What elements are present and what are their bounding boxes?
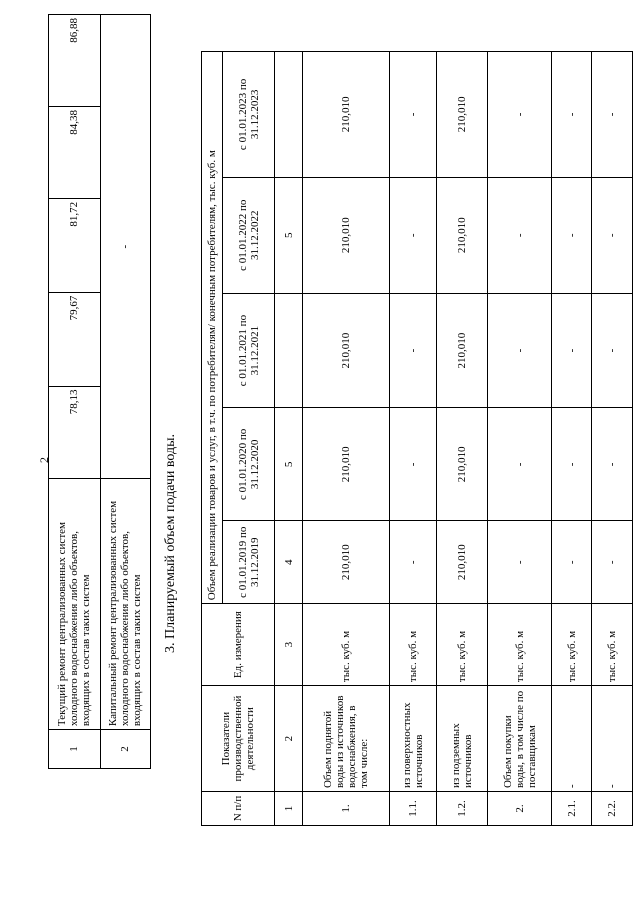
header-indicator: Показатели производственной деятельности xyxy=(202,686,275,792)
water-volume-table xyxy=(201,51,633,826)
value-cell: - xyxy=(552,408,592,521)
row-description: Текущий ремонт централизованных систем холодного водоснабжения либо объектов, входящих в состав таких систем xyxy=(49,479,101,730)
index-cell: 3 xyxy=(275,604,303,686)
value-cell: 210,010 xyxy=(303,293,390,408)
index-cell: 4 xyxy=(275,521,303,604)
value-cell: - xyxy=(592,408,633,521)
value-cell: - xyxy=(488,521,552,604)
value-cell: - xyxy=(552,52,592,178)
row-unit: тыс. куб. м xyxy=(552,604,592,686)
value-cell: 84,38 xyxy=(49,106,101,198)
value-cell: - xyxy=(488,52,552,178)
value-cell: 81,72 xyxy=(49,198,101,292)
index-cell: 5 xyxy=(275,408,303,521)
value-cell: 210,010 xyxy=(303,521,390,604)
value-cell: - xyxy=(488,408,552,521)
table-row xyxy=(488,52,552,826)
value-cell: 210,010 xyxy=(303,52,390,178)
index-row xyxy=(275,52,303,826)
value-cell: 210,010 xyxy=(437,293,488,408)
row-name: из подземных источников xyxy=(437,686,488,792)
value-cell: - xyxy=(390,177,437,293)
value-cell: - xyxy=(592,52,633,178)
value-cell: - xyxy=(552,293,592,408)
value-cell: - xyxy=(552,521,592,604)
page-number: 2 xyxy=(37,457,51,463)
value-cell: 86,88 xyxy=(49,15,101,107)
section-title: 3. Планируемый объем подачи воды. xyxy=(163,433,178,653)
header-unit: Ед. измерения xyxy=(202,604,275,686)
value-cell: 78,13 xyxy=(49,386,101,479)
value-cell: - xyxy=(592,293,633,408)
table-row xyxy=(49,15,101,769)
table-row xyxy=(592,52,633,826)
repair-cost-table xyxy=(48,14,151,769)
row-number: 1.1. xyxy=(390,792,437,826)
row-number: 1 xyxy=(49,730,101,769)
row-number: 2. xyxy=(488,792,552,826)
row-name: - xyxy=(592,686,633,792)
value-cell: 210,010 xyxy=(437,177,488,293)
row-number: 2 xyxy=(100,730,150,769)
row-number: 1.2. xyxy=(437,792,488,826)
header-period: с 01.01.2023 по 31.12.2023 xyxy=(223,52,275,178)
row-unit: тыс. куб. м xyxy=(437,604,488,686)
row-unit: тыс. куб. м xyxy=(488,604,552,686)
value-cell: - xyxy=(390,521,437,604)
value-cell: - xyxy=(488,293,552,408)
row-name: из поверхностных источников xyxy=(390,686,437,792)
value-cell: 210,010 xyxy=(303,408,390,521)
row-name: Объем поднятой воды из источников водоснабжения, в том числе: xyxy=(303,686,390,792)
value-cell: 79,67 xyxy=(49,292,101,386)
header-period: с 01.01.2020 по 31.12.2020 xyxy=(223,408,275,521)
header-period: с 01.01.2019 по 31.12.2019 xyxy=(223,521,275,604)
header-period: с 01.01.2022 по 31.12.2022 xyxy=(223,177,275,293)
table-row xyxy=(552,52,592,826)
header-period: с 01.01.2021 по 31.12.2021 xyxy=(223,293,275,408)
value-cell: 210,010 xyxy=(303,177,390,293)
value-cell: 210,010 xyxy=(437,408,488,521)
row-unit: тыс. куб. м xyxy=(592,604,633,686)
value-cell: - xyxy=(390,52,437,178)
table-row xyxy=(100,15,150,769)
row-number: 2.1. xyxy=(552,792,592,826)
header-group: Объем реализации товаров и услуг, в т.ч. по потребителям/ конечным потребителям, тыс. куб. м xyxy=(202,52,223,604)
index-cell xyxy=(275,52,303,178)
index-cell: 2 xyxy=(275,686,303,792)
value-cell: - xyxy=(592,177,633,293)
index-cell: 5 xyxy=(275,177,303,293)
value-cell: - xyxy=(592,521,633,604)
index-cell: 1 xyxy=(275,792,303,826)
value-cell: - xyxy=(390,408,437,521)
header-row xyxy=(202,52,223,826)
header-num: N п/п xyxy=(202,792,275,826)
row-description: Капитальный ремонт централизованных систем холодного водоснабжения либо объектов, входящих в состав таких систем xyxy=(100,479,150,730)
value-cell: 210,010 xyxy=(437,52,488,178)
row-name: Объем покупки воды, в том числе по поставщикам xyxy=(488,686,552,792)
row-name: - xyxy=(552,686,592,792)
table-row xyxy=(437,52,488,826)
value-cell: - xyxy=(488,177,552,293)
row-unit: тыс. куб. м xyxy=(390,604,437,686)
value-cell: - xyxy=(552,177,592,293)
index-cell xyxy=(275,293,303,408)
merged-value-cell: - xyxy=(100,15,150,479)
value-cell: - xyxy=(390,293,437,408)
row-number: 1. xyxy=(303,792,390,826)
row-number: 2.2. xyxy=(592,792,633,826)
table-row xyxy=(390,52,437,826)
row-unit: тыс. куб. м xyxy=(303,604,390,686)
table-row xyxy=(303,52,390,826)
value-cell: 210,010 xyxy=(437,521,488,604)
